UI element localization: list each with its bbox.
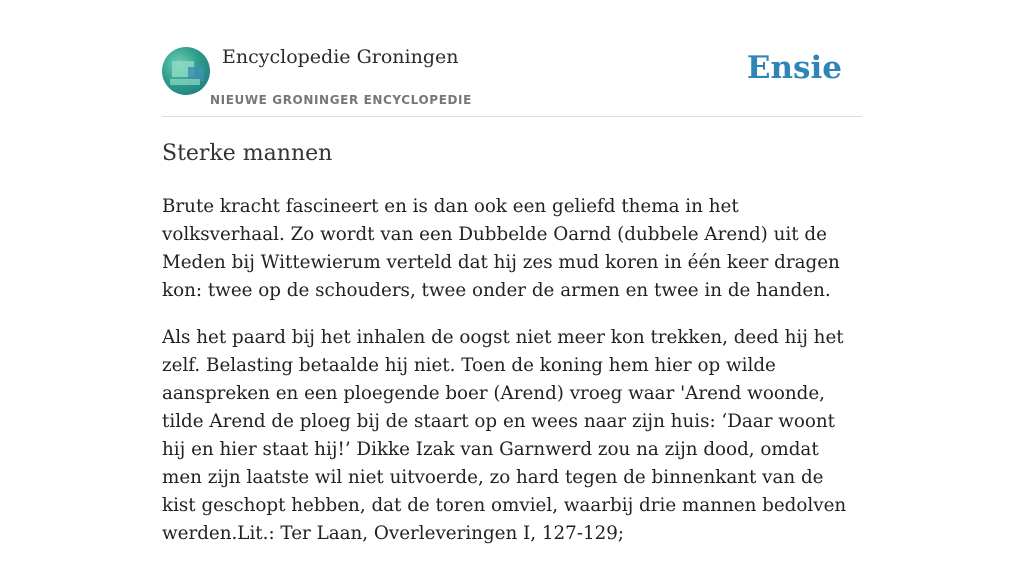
avatar-pattern xyxy=(170,79,200,85)
ensie-logo-link[interactable]: Ensie xyxy=(746,50,842,86)
article-body xyxy=(162,193,862,567)
article-paragraph: Als het paard bij het inhalen de oogst niet meer kon trekken, deed hij het zelf. Belasting betaalde hij niet. Toen de koning hem hier op wilde aanspreken en een ploegende boer (Arend) vroeg waar 'Arend woonde, tilde Arend de ploeg bij de staart op en wees naar zijn huis: ‘Daar woont hij en hier staat hij!’ Dikke Izak van Garnwerd zou na zijn dood, omdat men zijn laatste wil niet uitvoerde, zo hard tegen de binnenkant van de kist geschopt hebben, dat de toren omviel, waarbij drie mannen bedolven werden.Lit.: Ter Laan, Overleveringen I, 127-129; xyxy=(162,327,847,544)
article-paragraph: Brute kracht fascineert en is dan ook een geliefd thema in het volksverhaal. Zo wordt van een Dubbelde Oarnd (dubbele Arend) uit de Meden bij Wittewierum verteld dat hij zes mud koren in één keer dragen kon: twee op de schouders, twee onder de armen en twee in de handen. xyxy=(162,196,840,301)
article-title: Sterke mannen xyxy=(162,141,333,166)
header xyxy=(162,46,862,117)
encyclopedia-name-link[interactable]: Encyclopedie Groningen xyxy=(222,46,459,68)
encyclopedia-subtitle: NIEUWE GRONINGER ENCYCLOPEDIE xyxy=(210,93,472,107)
encyclopedia-avatar[interactable] xyxy=(162,47,210,95)
